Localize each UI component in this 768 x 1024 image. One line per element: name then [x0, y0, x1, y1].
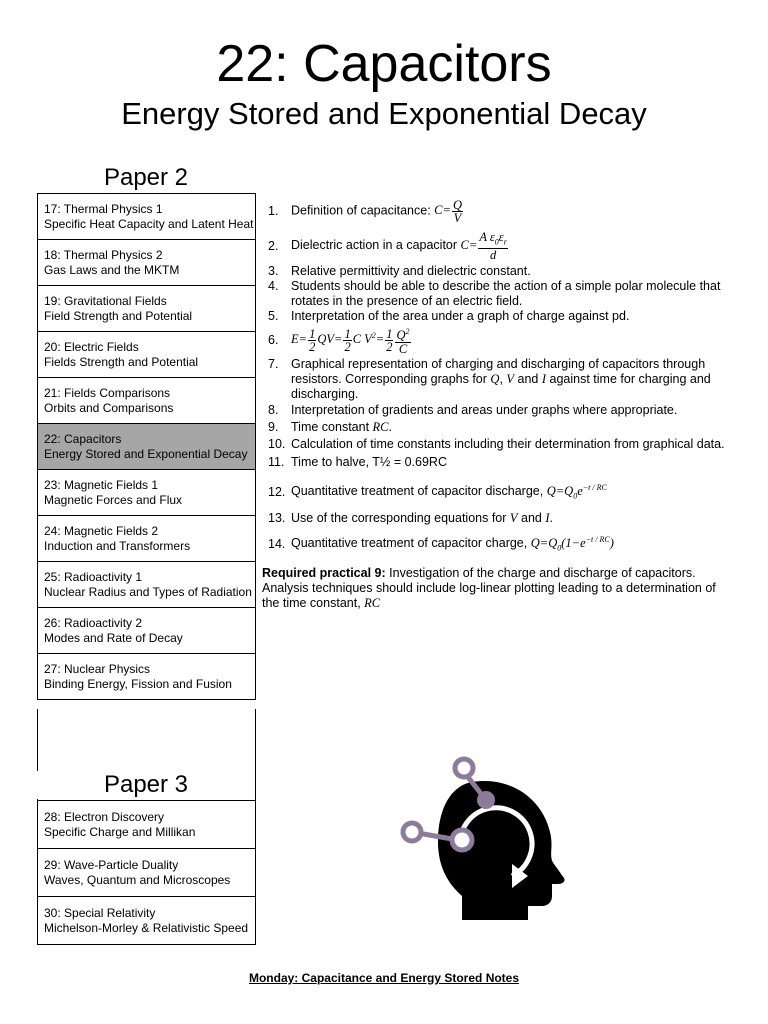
spec-number: 7.	[268, 357, 279, 371]
spec-item-5	[262, 309, 732, 324]
spec-item-6	[262, 324, 732, 357]
spec-text: Quantitative treatment of capacitor charge,	[291, 536, 528, 551]
spec-item-10	[262, 437, 732, 452]
spec-item-13: 13. Use of the corresponding equations for V and I.	[262, 511, 732, 526]
spec-number: 1.	[268, 203, 279, 218]
topic-number-title: 22: Capacitors	[44, 431, 122, 446]
topic-item-22-current[interactable]	[38, 424, 255, 470]
spec-number: 2.	[268, 238, 279, 253]
spec-text: Interpretation of the area under a graph of charge against pd.	[291, 309, 630, 323]
spec-text: Time to halve, T½ = 0.69RC	[291, 455, 447, 469]
topic-item-18[interactable]	[38, 240, 255, 286]
spec-text: Students should be able to describe the action of a simple polar molecule that rotates in the presence of an electric field.	[291, 279, 721, 308]
topic-subtitle: Energy Stored and Exponential Decay	[44, 446, 248, 461]
topic-number-title: 30: Special Relativity	[44, 905, 156, 920]
topic-item-26[interactable]	[38, 608, 255, 654]
spec-text: Dielectric action in a capacitor	[291, 237, 458, 252]
spec-number: 8.	[268, 403, 279, 417]
spec-text: Definition of capacitance:	[291, 202, 431, 217]
spec-text: Calculation of time constants including their determination from graphical data.	[291, 437, 725, 451]
spec-item-4	[262, 279, 732, 309]
spec-item-1	[262, 194, 732, 228]
dielectric-formula: C= $\frac{A \varepsilon_0\varepsilon_r}{d}$	[460, 229, 507, 263]
paper-3-topic-list	[37, 800, 256, 945]
spec-text: Interpretation of gradients and areas under graphs where appropriate.	[291, 403, 678, 417]
topic-number-title: 27: Nuclear Physics	[44, 661, 151, 676]
topic-number-title: 24: Magnetic Fields 2	[44, 523, 159, 538]
topic-item-28[interactable]	[38, 801, 255, 849]
topic-subtitle: Induction and Transformers	[44, 538, 191, 553]
topic-item-23[interactable]	[38, 470, 255, 516]
spec-number: 13.	[268, 511, 286, 525]
topic-subtitle: Waves, Quantum and Microscopes	[44, 872, 231, 887]
footer-note: Monday: Capacitance and Energy Stored Notes	[248, 971, 520, 985]
spec-item-12	[262, 476, 732, 508]
topic-item-19[interactable]	[38, 286, 255, 332]
topic-subtitle: Specific Heat Capacity and Latent Heat	[44, 216, 254, 231]
topic-number-title: 23: Magnetic Fields 1	[44, 477, 159, 492]
capacitance-formula: C= $\frac{Q}{V}$	[434, 197, 462, 225]
spec-text: Quantitative treatment of capacitor discharge,	[291, 484, 544, 499]
topic-item-29[interactable]	[38, 849, 255, 897]
topic-subtitle: Gas Laws and the MKTM	[44, 262, 180, 277]
spec-number: 9.	[268, 420, 279, 434]
page-subtitle: Energy Stored and Exponential Decay	[121, 96, 647, 131]
topic-number-title: 25: Radioactivity 1	[44, 569, 143, 584]
charge-formula: $Q=Q_0(1-e^{-t / RC})$	[530, 535, 614, 553]
page-title: 22: Capacitors	[216, 35, 552, 93]
topic-item-21[interactable]	[38, 378, 255, 424]
spec-item-2	[262, 228, 732, 264]
topic-item-25[interactable]	[38, 562, 255, 608]
topic-number-title: 26: Radioactivity 2	[44, 615, 143, 630]
topic-subtitle: Modes and Rate of Decay	[44, 630, 183, 645]
paper-2-topic-list	[37, 193, 256, 700]
topic-subtitle: Field Strength and Potential	[44, 308, 193, 323]
spec-item-14	[262, 528, 732, 560]
spec-item-3	[262, 264, 732, 279]
spec-text: Graphical representation of charging and discharging of capacitors through resistors. Corresponding graphs for	[291, 357, 706, 386]
topic-item-24[interactable]	[38, 516, 255, 562]
topic-subtitle: Specific Charge and Millikan	[44, 824, 196, 839]
spec-text: against time for charging and discharging.	[291, 372, 711, 401]
spec-text: Use of the corresponding equations for	[291, 511, 507, 525]
spec-number: 10.	[268, 437, 286, 451]
specification-list	[262, 194, 732, 611]
topic-subtitle: Michelson-Morley & Relativistic Speed	[44, 920, 249, 935]
topic-subtitle: Nuclear Radius and Types of Radiation	[44, 584, 252, 599]
spec-number: 3.	[268, 264, 279, 278]
topic-subtitle: Binding Energy, Fission and Fusion	[44, 676, 232, 691]
spec-text: and	[517, 372, 539, 386]
required-practical: Required practical 9: Investigation of the charge and discharge of capacitors. Analysis techniques should include log-linear plotting leading to a determination of the time constant, RC	[262, 566, 716, 610]
topic-item-17[interactable]	[38, 194, 255, 240]
topic-number-title: 18: Thermal Physics 2	[44, 247, 163, 262]
spec-text: and	[521, 511, 542, 525]
spec-number: 4.	[268, 279, 279, 293]
topic-number-title: 28: Electron Discovery	[44, 809, 165, 824]
spec-item-8	[262, 403, 732, 418]
topic-item-20[interactable]	[38, 332, 255, 378]
spec-number: 6.	[268, 333, 279, 347]
spec-item-9: 9. Time constant RC.	[262, 420, 732, 435]
topic-item-30[interactable]	[38, 897, 255, 945]
spec-number: 12.	[268, 484, 286, 499]
spec-number: 5.	[268, 309, 279, 323]
energy-formula: E= $\frac{1}{2}$ QV= $\frac{1}{2}$ C $V^2=$ $\frac{1}{2}$ $\frac{Q^2}{C}$	[291, 327, 410, 356]
topic-number-title: 17: Thermal Physics 1	[44, 201, 163, 216]
topic-number-title: 19: Gravitational Fields	[44, 293, 167, 308]
practical-text: Investigation of the charge and discharge of capacitors. Analysis techniques should include log-linear plotting leading to a determination of the time constant,	[262, 566, 716, 610]
spec-text: Relative permittivity and dielectric constant.	[291, 264, 531, 278]
topic-subtitle: Orbits and Comparisons	[44, 400, 174, 415]
topic-number-title: 29: Wave-Particle Duality	[44, 857, 179, 872]
spec-number: 11.	[268, 455, 285, 469]
practical-label: Required practical 9:	[262, 566, 386, 580]
topic-number-title: 20: Electric Fields	[44, 339, 139, 354]
topic-number-title: 21: Fields Comparisons	[44, 385, 171, 400]
paper-3-label: Paper 3	[37, 771, 255, 799]
spec-text: Time constant	[291, 420, 370, 434]
topic-subtitle: Fields Strength and Potential	[44, 354, 199, 369]
spec-item-7: 7. Graphical representation of charging and discharging of capacitors through resistors. Corresponding graphs for Q, V and I against time for charging and discharging.	[262, 357, 732, 402]
paper-2-label: Paper 2	[103, 164, 189, 191]
discharge-formula: $Q=Q_0e^{-t / RC}$	[546, 483, 607, 501]
spec-item-11	[262, 455, 732, 470]
head-gears-icon	[400, 752, 570, 922]
topic-subtitle: Magnetic Forces and Flux	[44, 492, 183, 507]
spec-number: 14.	[268, 536, 286, 551]
topic-item-27[interactable]	[38, 654, 255, 700]
